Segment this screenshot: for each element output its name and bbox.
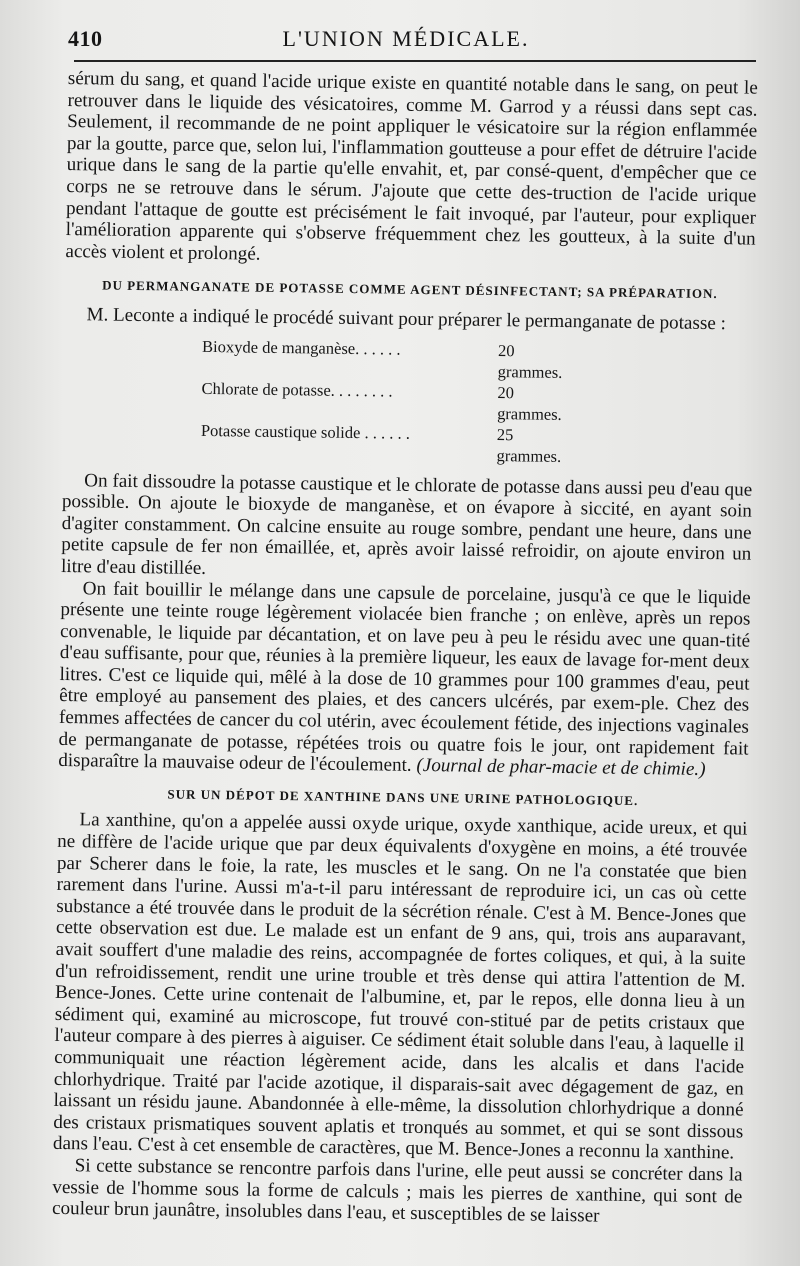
recipe-intro: M. Leconte a indiqué le procédé suivant pour préparer le permanganate de potasse : [86, 304, 727, 335]
running-head [62, 20, 750, 54]
recipe-table [201, 335, 583, 466]
header-rule [74, 60, 756, 62]
recipe-row [202, 335, 583, 382]
recipe-row [201, 419, 582, 466]
recipe-amount: 25 grammes. [496, 424, 562, 466]
recipe-ingredient: Potasse caustique solide . . . . . . [200, 420, 411, 443]
paragraph-boiling-text: On fait bouillir le mélange dans une capsule de porcelaine, jusqu'à ce que le liquide présente une teinte rouge légèrement violacée bien franche ; on enlève, après un repos convenable, le liquide par décantation, et on lave peu à peu le résidu avec une quan-tité d'eau suffisante, pour que, réunies à la première liqueur, les eaux de lavage for-ment deux litres. C'est ce liquide qui, mêlé à la dose de 10 grammes pour 100 grammes d'eau, peut être employé au pansement des plaies, et des cancers ulcérés, par exem-ple. Chez des femmes affectées de cancer du col utérin, avec écoulement fétide, des injections vaginales de permanganate de potasse, répétées trois ou quatre fois le jour, ont rapidement fait disparaître la mauvaise odeur de l'écoulement. [58, 577, 751, 777]
paragraph-boiling [58, 577, 751, 781]
recipe-amount: 20 grammes. [497, 340, 563, 382]
section-heading-xanthine: SUR UN DÉPOT DE XANTHINE DANS UNE URINE PATHOLOGIQUE. [167, 786, 639, 808]
paragraph-dissolution: On fait dissoudre la potasse caustique et le chlorate de potasse dans aussi peu d'eau que possible. On ajoute le bioxyde de manganèse, et on évapore à siccité, en ayant soin d'agiter constamment. On calcine ensuite au rouge sombre, pendant une heure, dans une petite capsule de fer non émaillée, et, après avoir laissé refroidir, on ajoute environ un litre d'eau distillée. [60, 469, 753, 579]
recipe-amount: 20 grammes. [497, 382, 562, 424]
continued-paragraph: sérum du sang, et quand l'acide urique existe en quantité notable dans le sang, on peut le retrouver dans le liquide des vésicatoires, comme M. Garrod y a réussi dans sept cas. Seulement, il recommande de ne point appliquer le vésicatoire sur la région enflammée par la goutte, parce que, selon lui, l'inflammation goutteuse a pour effet de détruire l'acide urique dans le sang de la partie qu'elle envahit, et, par consé-quent, d'empêcher que ce corps ne se retrouve dans le sérum. J'ajoute que cette des-truction de l'acide urique pendant l'attaque de goutte est précisément le fait invoqué, par l'auteur, pour expliquer l'amélioration apparente qui s'observe fréquemment chez les goutteux, à la suite d'un accès violent et prolongé. [65, 68, 758, 265]
journal-title: L'UNION MÉDICALE. [282, 26, 530, 51]
recipe-row [201, 377, 582, 424]
recipe-ingredient: Chlorate de potasse. . . . . . . . [201, 378, 393, 401]
paragraph-xanthine: La xanthine, qu'on a appelée aussi oxyde urique, oxyde xanthique, acide ureux, et qui ne diffère de l'acide urique que par deux équivalents d'oxygène en moins, a été trouvée par Scherer dans le foie, la rate, les muscles et le sang. On ne l'a constatée que bien rarement dans l'urine. Aussi m'a-t-il paru intéressant de reproduire ici, un cas où cette substance a été trouvée dans le produit de la sécrétion rénale. C'est à M. Bence-Jones que cette observation est due. Le malade est un enfant de 9 ans, qui, trois ans auparavant, avait souffert d'une maladie des reins, accompagnée de fortes coliques, et qui, à la suite d'un refroidissement, rendit une urine trouble et très dense qui attira l'attention de M. Bence-Jones. Cette urine contenait de l'albumine, et, par le repos, elle donna lieu à un sédiment qui, examiné au microscope, fut trouvé con-stitué par de petits cristaux que l'auteur compare à des pierres à aiguiser. Ce sédiment était soluble dans l'eau, à laquelle il communiquait une réaction légèrement acide, dans les alcalis et dans l'acide chlorhydrique. Traité par l'acide azotique, il disparais-sait avec dégagement de gaz, en laissant un résidu jaune. Abandonnée à elle-même, la dissolution chlorhydrique a donné des cristaux prismatiques souvent aplatis et tronqués au sommet, et qui se sont dissous dans l'eau. C'est à cet ensemble de caractères, que M. Bence-Jones a reconnu la xanthine. [52, 809, 748, 1164]
page-body [52, 68, 758, 1229]
page-number: 410 [68, 26, 103, 51]
section-heading-permanganate: DU PERMANGANATE DE POTASSE COMME AGENT DÉSINFECTANT; SA PRÉPARATION. [102, 277, 718, 302]
paragraph-calculs: Si cette substance se rencontre parfois dans l'urine, elle peut aussi se concréter dans la vessie de l'homme sous la forme de calculs ; mais les pierres de xanthine, qui sont de couleur brun jaunâtre, insolubles dans l'eau, et susceptibles de se laisser [51, 1155, 743, 1227]
recipe-ingredient: Bioxyde de manganèse. . . . . . [201, 336, 401, 359]
journal-citation: (Journal de phar-macie et de chimie.) [416, 755, 706, 781]
